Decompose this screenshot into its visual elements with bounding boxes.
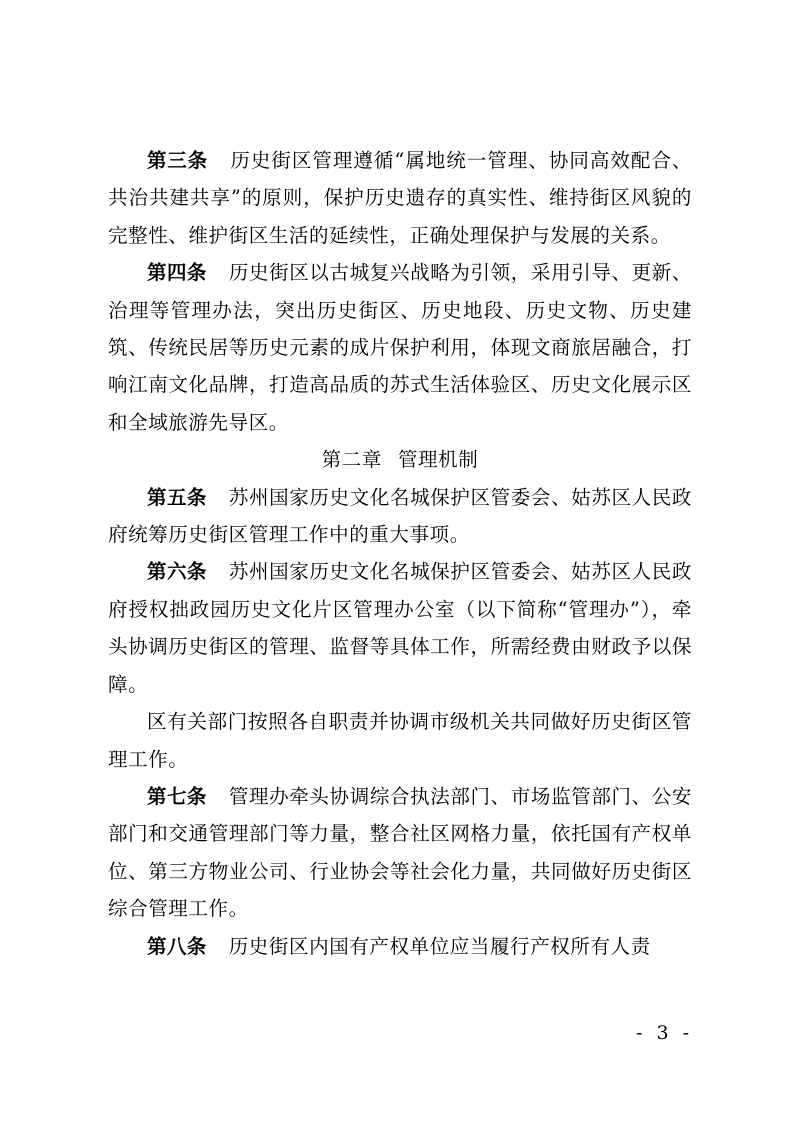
article-3-title: 第三条 bbox=[147, 149, 208, 172]
article-8-title: 第八条 bbox=[147, 934, 207, 958]
document-body bbox=[108, 142, 692, 965]
article-4 bbox=[108, 254, 692, 441]
chapter-title: 管理机制 bbox=[397, 448, 479, 472]
article-6 bbox=[108, 553, 692, 703]
chapter-heading bbox=[108, 441, 692, 478]
article-6-paragraph-2: 区有关部门按照各自职责并协调市级机关共同做好历史街区管理工作。 bbox=[108, 710, 692, 771]
article-5 bbox=[108, 479, 692, 554]
chapter-number: 第二章 bbox=[321, 448, 382, 472]
article-6-text: 苏州国家历史文化名城保护区管委会、姑苏区人民政府授权拙政园历史文化片区管理办公室（以下简称“管理办”），牵头协调历史街区的管理、监督等具体工作，所需经费由财政予以保障。 bbox=[108, 560, 692, 696]
article-7-title: 第七条 bbox=[147, 784, 207, 808]
article-8 bbox=[108, 928, 692, 965]
article-5-title: 第五条 bbox=[147, 485, 207, 509]
article-4-title: 第四条 bbox=[147, 261, 207, 285]
article-7 bbox=[108, 778, 692, 928]
page-number: - 3 - bbox=[636, 1022, 694, 1044]
article-8-text: 历史街区内国有产权单位应当履行产权所有人责 bbox=[228, 934, 651, 958]
article-3-text: 历史街区管理遵循“属地统一管理、协同高效配合、共治共建共享”的原则，保护历史遗存的真实性、维持街区风貌的完整性、维护街区生活的延续性，正确处理保护与发展的关系。 bbox=[108, 149, 692, 247]
article-3 bbox=[108, 142, 692, 254]
article-5-text: 苏州国家历史文化名城保护区管委会、姑苏区人民政府统筹历史街区管理工作中的重大事项。 bbox=[108, 485, 692, 547]
article-6-title: 第六条 bbox=[147, 560, 207, 584]
article-4-text: 历史街区以古城复兴战略为引领，采用引导、更新、治理等管理办法，突出历史街区、历史地段、历史文物、历史建筑、传统民居等历史元素的成片保护利用，体现文商旅居融合，打响江南文化品牌，打造高品质的苏式生活体验区、历史文化展示区和全域旅游先导区。 bbox=[108, 261, 692, 434]
article-7-text: 管理办牵头协调综合执法部门、市场监管部门、公安部门和交通管理部门等力量，整合社区网格力量，依托国有产权单位、第三方物业公司、行业协会等社会化力量，共同做好历史街区综合管理工作。 bbox=[108, 784, 692, 921]
